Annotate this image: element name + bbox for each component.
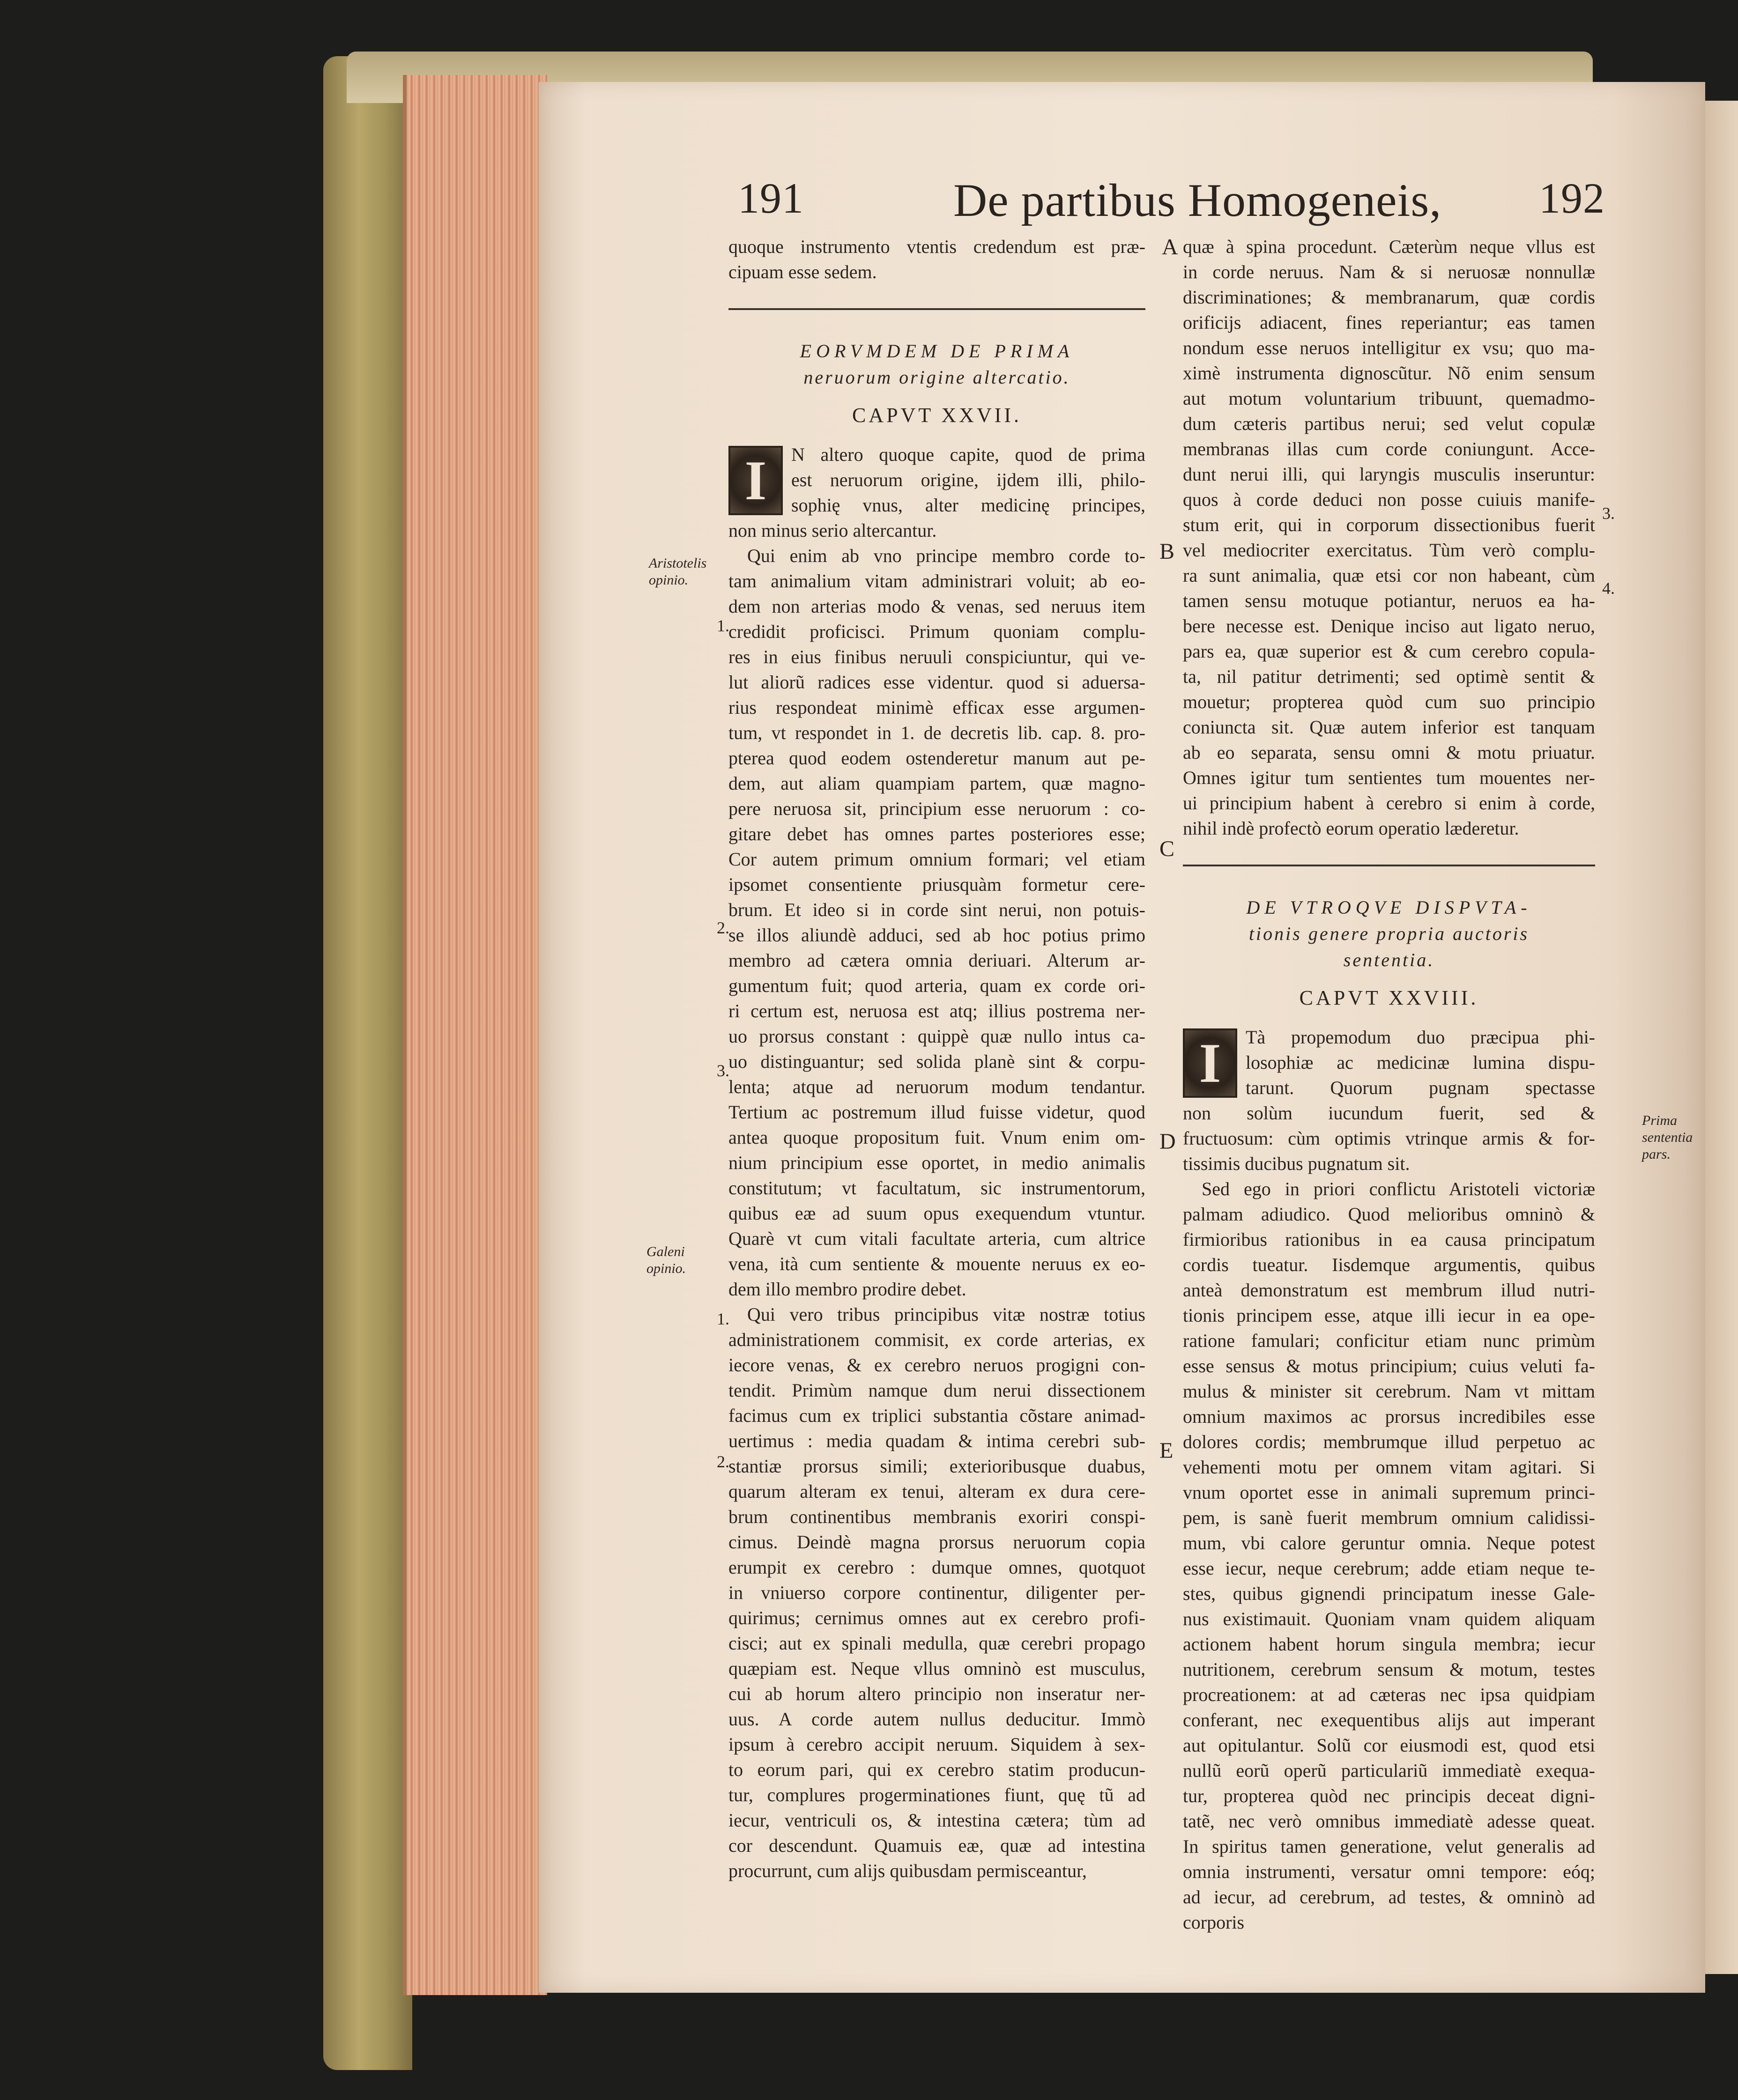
margin-number: 3. (1602, 504, 1615, 523)
text-line: quoque instrumento vtentis credendum est præ- (728, 236, 1145, 257)
chapter-title-line: neruorum origine altercatio. (803, 367, 1070, 388)
margin-letter: A (1162, 235, 1178, 259)
text-line: Qui vero tribus principibus vitæ nostræ totius (747, 1304, 1145, 1325)
text-line: membranas illas cum corde coniungunt. Acce- (1183, 438, 1595, 459)
text-line: cui ab horum altero principio non inseratur ner- (728, 1683, 1145, 1704)
text-line: quirimus; cernimus omnes aut ex cerebro profi- (728, 1607, 1145, 1628)
text-line: fructuosum: cùm optimis vtrinque armis & for- (1183, 1128, 1595, 1149)
text-line: vehementi motu per omnem vitam agitari. Si (1183, 1457, 1595, 1478)
text-line: brum. Et ideo si in corde sint nerui, non potuis- (728, 899, 1145, 920)
text-line: ri certum est, neruosa est atq; illius postrema ner- (728, 1000, 1145, 1021)
text-line: stes, quibus gignendi principatum inesse Gale- (1183, 1583, 1595, 1604)
text-line: coniuncta sit. Quæ autem inferior est tanquam (1183, 717, 1595, 738)
text-line: tur, propterea quòd nec principis deceat digni- (1183, 1785, 1595, 1806)
text-line: tarunt. Quorum pugnam spectasse (1246, 1077, 1595, 1098)
text-line: lenta; atque ad neruorum modum tendantur. (728, 1076, 1145, 1097)
text-line: Tertium ac postremum illud fuisse videtur, quod (728, 1102, 1145, 1123)
text-line: pars ea, quæ superior est & cum cerebro copula- (1183, 641, 1595, 662)
text-line: cor descendunt. Quamuis eæ, quæ ad intestina (728, 1835, 1145, 1856)
text-line: ab eo separata, sensu omni & motu priuatur. (1183, 742, 1595, 763)
text-line: iecur, ventriculi os, & intestina cætera; tùm ad (728, 1810, 1145, 1831)
text-line: Sed ego in priori conflictu Aristoteli victoriæ (1202, 1178, 1595, 1199)
text-line: quarum alteram ex tenui, alteram ex dura cere- (728, 1481, 1145, 1502)
text-line: brum continentibus membranis exoriri conspi- (728, 1506, 1145, 1527)
text-line: tamen sensu motuque potiantur, neruos ea ha- (1183, 590, 1595, 611)
text-line: pere neruosa sit, principium esse neruorum : co- (728, 798, 1145, 819)
text-line: procurrunt, cum alijs quibusdam permisceantur, (728, 1860, 1087, 1881)
text-line: vnum oportet esse in animali supremum princi- (1183, 1482, 1595, 1503)
right-body-text-top (1183, 234, 1595, 841)
text-line: ra sunt animalia, quæ etsi cor non habeant, cùm (1183, 565, 1595, 586)
book-cover-spine (323, 56, 412, 2070)
text-line: erumpit ex cerebro : dumque omnes, quotquot (728, 1557, 1145, 1578)
text-line: dolores cordis; membrumque illud perpetuo ac (1183, 1431, 1595, 1452)
text-line: nus existimauit. Quoniam vnam quidem aliquam (1183, 1608, 1595, 1629)
text-line: tum, vt respondet in 1. de decretis lib. cap. 8. pro- (728, 722, 1145, 743)
margin-number: 4. (1602, 579, 1615, 598)
text-line: aut motum voluntarium tribuunt, quemadmo- (1183, 388, 1595, 409)
text-line: pterea quod eodem ostenderetur manum aut pe- (728, 747, 1145, 769)
text-line: aut opitulantur. Solũ cor eiusmodi est, quod etsi (1183, 1735, 1595, 1756)
text-line: losophiæ ac medicinæ lumina dispu- (1246, 1052, 1595, 1073)
text-line: res in eius finibus neruuli conspiciuntur, qui ve- (728, 646, 1145, 667)
text-line: ipsomet consentiente priusquàm formetur cere- (728, 874, 1145, 895)
text-line: nullũ eorũ operũ particulariũ immediatè exequa- (1183, 1760, 1595, 1781)
text-line: bere necesse est. Denique inciso aut ligato neruo, (1183, 615, 1595, 636)
text-line: est neruorum origine, ijdem illi, philo- (791, 469, 1145, 490)
text-line: anteà demonstratum est membrum illud nutri- (1183, 1279, 1595, 1301)
text-line: nium principium esse oportet, in medio animalis (728, 1152, 1145, 1173)
text-line: tissimis ducibus pugnatum sit. (1183, 1153, 1410, 1174)
text-line: In spiritus tamen generatione, velut generalis ad (1183, 1836, 1595, 1857)
text-line: tionis principem esse, atque illi iecur in ea ope- (1183, 1305, 1595, 1326)
margin-note-aristotle: Aristotelis opinio. (649, 555, 707, 588)
right-column (1183, 234, 1595, 1935)
text-line: omnia instrumenti, versatur omni tempore: eóq; (1183, 1861, 1595, 1882)
text-line: uo prorsus constant : quippè quæ nullo intus ca- (728, 1026, 1145, 1047)
text-line: uus. A corde autem nullus deducitur. Immò (728, 1708, 1145, 1730)
text-line: ad iecur, ad cerebrum, ad testes, & omninò ad (1183, 1886, 1595, 1908)
text-line: dunt nerui illi, qui laryngis musculis inseruntur: (1183, 464, 1595, 485)
text-line: vel mediocriter exercitatus. Tùm verò complu- (1183, 540, 1595, 561)
text-line: Cor autem primum omnium formari; vel etiam (728, 849, 1145, 870)
chapter-title-line: EORVMDEM DE PRIMA (800, 340, 1074, 362)
text-line: non minus serio altercantur. (728, 520, 937, 541)
margin-number: 1. (717, 616, 729, 635)
text-line: ratione famulari; conficitur etiam nunc primùm (1183, 1330, 1595, 1351)
page-edges (403, 75, 547, 1995)
text-line: antea quoque propositum fuit. Vnum enim om- (728, 1127, 1145, 1148)
text-line: lut aliorũ radices esse videntur. quod si aduersa- (728, 672, 1145, 693)
text-line: orificijs adiacent, fines reperiantur; eas tamen (1183, 312, 1595, 333)
margin-letter: D (1159, 1129, 1176, 1154)
text-line: rius respondeat minimè efficax esse argumen- (728, 697, 1145, 718)
margin-number: 2. (717, 918, 729, 937)
text-line: membro ad cætera omnia deriuari. Alterum ar- (728, 950, 1145, 971)
text-line: vena, ità cum sentiente & mouente neruus ex eo- (728, 1253, 1145, 1274)
chapter-title-line: DE VTROQVE DISPVTA- (1246, 897, 1532, 918)
text-line: esse iecur, neque cerebrum; adde etiam neque te- (1183, 1558, 1595, 1579)
margin-letter: B (1159, 539, 1175, 564)
text-line: stantiæ prorsus simili; exterioribusque duabus, (728, 1456, 1145, 1477)
text-line: gumentum fuit; quod arteria, quam ex corde ori- (728, 975, 1145, 996)
text-line: omnium maximos ac prorsus incredibiles esse (1183, 1406, 1595, 1427)
text-line: esse sensus & motus principium; cuius veluti fa- (1183, 1355, 1595, 1376)
text-line: facimus cum ex triplici substantia cõstare animad- (728, 1405, 1145, 1426)
margin-letter: C (1159, 836, 1175, 861)
text-line: nondum esse neruos intelligitur ex vsu; quo ma- (1183, 337, 1595, 358)
right-body-text (1183, 1025, 1595, 1935)
decorated-initial: I (1183, 1028, 1237, 1098)
page-number-left: 191 (738, 174, 804, 222)
section-rule (1183, 865, 1595, 866)
text-line: conferant, nec exequentibus alijs aut imperant (1183, 1709, 1595, 1730)
text-line: se illos aliundè adduci, sed ab hoc potius primo (728, 924, 1145, 946)
text-line: to eorum pari, qui ex cerebro statim producun- (728, 1759, 1145, 1780)
text-line: in vniuerso corpore continentur, diligenter per- (728, 1582, 1145, 1603)
text-line: dem, aut aliam quampiam partem, quæ magno- (728, 773, 1145, 794)
text-line: administrationem commisit, ex corde arterias, ex (728, 1329, 1145, 1350)
text-line: nihil indè profectò eorum operatio læderetur. (1183, 818, 1519, 839)
text-line: non solùm iucundum fuerit, sed & (1183, 1102, 1595, 1124)
margin-number: 3. (717, 1061, 729, 1080)
left-body-text (728, 442, 1145, 1884)
text-line: in corde neruus. Nam & si neruosæ nonnullæ (1183, 261, 1595, 282)
text-line: N altero quoque capite, quod de prima (791, 444, 1145, 465)
margin-number: 2. (717, 1452, 729, 1471)
chapter-title (1183, 895, 1595, 973)
text-line: nutritionem, cerebrum sensum & motum, testes (1183, 1659, 1595, 1680)
chapter-title (728, 338, 1145, 391)
text-line: Qui enim ab vno principe membro corde to- (747, 545, 1145, 566)
margin-note-prima: Prima sententia pars. (1642, 1113, 1693, 1162)
text-line: discriminationes; & membranarum, quæ cordis (1183, 287, 1595, 308)
text-line: mum, vbi calore geruntur omnia. Neque potest (1183, 1532, 1595, 1553)
text-line: Omnes igitur tum sentientes tum mouentes ner- (1183, 767, 1595, 788)
text-line: tendit. Primùm namque dum nerui dissectionem (728, 1380, 1145, 1401)
text-line: corporis (1183, 1912, 1245, 1933)
text-line: quæpiam est. Neque vllus omninò est musculus, (728, 1658, 1145, 1679)
text-line: cipuam esse sedem. (728, 261, 877, 282)
text-line: stum erit, qui in corporum dissectionibus fuerit (1183, 514, 1595, 535)
text-line: tam animalium vitam administrari voluit; ab eo- (728, 570, 1145, 592)
text-line: Quarè vt cum vitali facultate arteria, cum altrice (728, 1228, 1145, 1249)
text-line: cordis tueatur. Iisdemque argumentis, quibus (1183, 1254, 1595, 1275)
text-line: mouetur; propterea quòd cum suo principio (1183, 691, 1595, 712)
margin-letter: E (1159, 1438, 1174, 1463)
text-line: quæ à spina procedunt. Cæterùm neque vllus est (1183, 236, 1595, 257)
section-rule (728, 308, 1145, 310)
text-line: credidit proficisci. Primum quoniam complu- (728, 621, 1145, 642)
text-line: dum cæteris partibus nerui; sed velut copulæ (1183, 413, 1595, 434)
text-line: quibus eæ ad suum opus exequendum vtuntur. (728, 1203, 1145, 1224)
text-line: procreationem: at ad cæteras nec ipsa quidpiam (1183, 1684, 1595, 1705)
text-line: ipsum à cerebro accipit neruum. Siquidem à sex- (728, 1734, 1145, 1755)
text-line: ui principium habent à cerebro si enim à corde, (1183, 792, 1595, 813)
text-line: iecore venas, & ex cerebro neruos progigni con- (728, 1354, 1145, 1375)
text-line: firmioribus rationibus in ea causa principatum (1183, 1229, 1595, 1250)
running-title: De partibus Homogeneis, (953, 174, 1442, 226)
text-line: dem non arterias modo & venas, sed neruus item (728, 596, 1145, 617)
text-line: actionem habent horum singula membra; iecur (1183, 1634, 1595, 1655)
page-number-right: 192 (1539, 174, 1605, 222)
chapter-title-line: tionis genere propria auctoris (1248, 923, 1530, 944)
text-line: uo distinguantur; sed solida planè sint & corpu- (728, 1051, 1145, 1072)
chapter-title-line: sententia. (1343, 949, 1435, 970)
text-line: sophię vnus, alter medicinę principes, (791, 495, 1145, 516)
text-line: quos à corde deduci non posse cuiuis manife- (1183, 489, 1595, 510)
text-line: dem illo membro prodire debet. (728, 1279, 966, 1300)
text-line: Tà propemodum duo præcipua phi- (1246, 1027, 1595, 1048)
chapter-number: CAPVT XXVIII. (1299, 986, 1479, 1009)
decorated-initial: I (728, 446, 783, 515)
text-line: gitare debet has omnes partes posteriores esse; (728, 823, 1145, 844)
chapter-number: CAPVT XXVII. (852, 404, 1022, 427)
text-line: mulus & minister sit cerebrum. Nam vt mittam (1183, 1381, 1595, 1402)
text-line: uertimus : media quadam & intima cerebri sub- (728, 1430, 1145, 1451)
text-line: cimus. Deindè magna prorsus neruorum copia (728, 1531, 1145, 1553)
text-line: tur, complures progerminationes fiunt, quę tũ ad (728, 1784, 1145, 1805)
text-line: ximè instrumenta dignoscũtur. Nõ enim sensum (1183, 362, 1595, 384)
text-line: palmam adiudico. Quod melioribus omninò & (1183, 1204, 1595, 1225)
text-line: constitutum; vt facultatum, sic instrumentorum, (728, 1177, 1145, 1198)
text-line: ta, nil patitur detrimenti; sed optimè sentit & (1183, 666, 1595, 687)
text-line: tatẽ, nec verò omnibus immediatè adesse queat. (1183, 1811, 1595, 1832)
margin-note-galen: Galeni opinio. (646, 1244, 686, 1276)
margin-number: 1. (717, 1309, 729, 1328)
text-line: cisci; aut ex spinali medulla, quæ cerebri propago (728, 1633, 1145, 1654)
text-line: pem, is sanè fuerit membrum omnium calidissi- (1183, 1507, 1595, 1528)
left-column (728, 234, 1145, 1884)
